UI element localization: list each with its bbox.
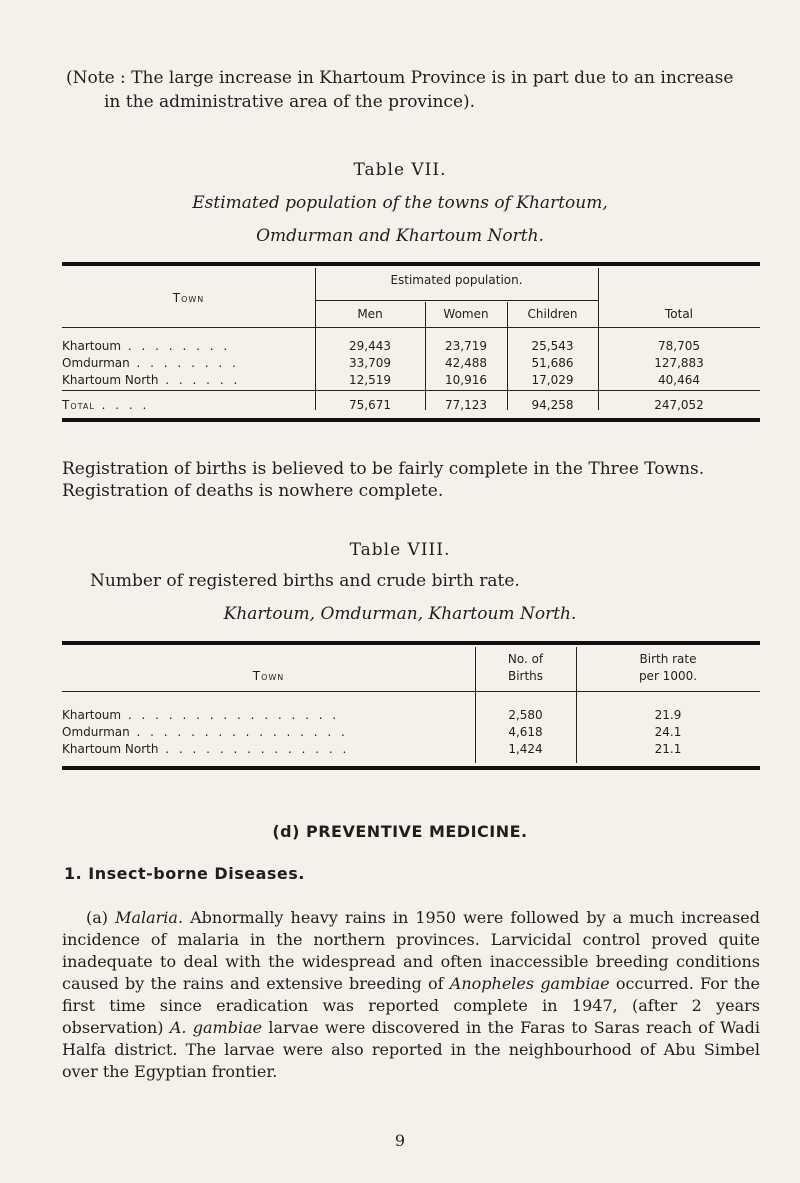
registration-line-2: Registration of deaths is nowhere complete. [62, 481, 444, 501]
species-name: A. gambiae [169, 1018, 263, 1037]
table7-subtitle-2: Omdurman and Khartoum North. [256, 226, 544, 246]
table7-cell-town: Khartoum [62, 339, 122, 353]
table7-header-town: Town [172, 291, 205, 305]
table8-cell-rate: 24.1 [654, 725, 682, 739]
table8-cell-rate: 21.1 [654, 742, 682, 756]
table-row: Omdurman . . . . . . . . . . . . . . . . [62, 725, 348, 739]
table7-header-rule [62, 327, 760, 328]
table8-cell-births: 2,580 [508, 708, 543, 722]
table-row: Khartoum North . . . . . . [62, 373, 241, 387]
table7-header-total: Total [664, 307, 694, 321]
table8-subtitle-2: Khartoum, Omdurman, Khartoum North. [223, 604, 577, 624]
species-name: Anopheles gambiae [449, 974, 610, 993]
table7-cell-men: 29,443 [349, 339, 391, 353]
table7-bottom-rule [62, 418, 760, 422]
table7-total-men: 75,671 [349, 398, 391, 412]
table8-header-rule [62, 691, 760, 692]
note-line-2: in the administrative area of the province). [104, 92, 476, 112]
table7-cell-total: 40,464 [658, 373, 700, 387]
table8-top-rule [62, 641, 760, 645]
table7-total-total: 247,052 [654, 398, 704, 412]
table7-total-label: Total [62, 398, 95, 412]
subsection-heading: 1. Insect-borne Diseases. [64, 864, 305, 883]
table7-subtitle-1: Estimated population of the towns of Khartoum, [192, 193, 608, 213]
para-text-c: larvae were discovered in the Faras to Saras reach of Wadi Halfa district. The larvae were also reported in the neighbourhood of Abu Simbel over the Egyptian frontier. [62, 1018, 761, 1081]
table8-bottom-rule [62, 766, 760, 770]
para-title: Malaria. [115, 908, 184, 927]
table8-cell-town: Khartoum [62, 708, 122, 722]
table7-group-rule [315, 300, 598, 301]
table7-cell-children: 51,686 [531, 356, 574, 370]
table7-total-rule [62, 390, 760, 391]
table7-header-women: Women [443, 307, 489, 321]
table8-subtitle-1: Number of registered births and crude birth rate. [90, 571, 520, 591]
table-row: Total . . . . [62, 398, 150, 412]
malaria-paragraph [62, 907, 760, 1083]
registration-paragraph [62, 458, 760, 502]
table8-header-rate-1: Birth rate [639, 652, 697, 666]
note-paragraph [66, 66, 756, 114]
table7-cell-men: 33,709 [349, 356, 391, 370]
table-row: Khartoum . . . . . . . . [62, 339, 231, 353]
table7-total-women: 77,123 [445, 398, 487, 412]
table8-cell-births: 4,618 [508, 725, 543, 739]
table7-cell-total: 127,883 [654, 356, 704, 370]
table7-cell-women: 23,719 [445, 339, 487, 353]
table8-cell-births: 1,424 [508, 742, 543, 756]
para-text-a: Abnormally heavy rains in 1950 were followed by a much increased incidence of malaria in the northern provinces. Larvicidal control proved quite inadequate to deal with the widespread and often inaccessible breeding conditions caused by the rains and extensive breeding of [62, 908, 760, 993]
table7-cell-children: 17,029 [531, 373, 574, 387]
table7-cell-men: 12,519 [349, 373, 391, 387]
table7-cell-town: Omdurman [62, 356, 130, 370]
para-label: (a) [86, 908, 116, 927]
registration-line-1: Registration of births is believed to be fairly complete in the Three Towns. [62, 459, 705, 479]
table7-cell-total: 78,705 [658, 339, 700, 353]
note-line-1: (Note : The large increase in Khartoum Province is in part due to an increase [66, 68, 734, 88]
table7-header-group: Estimated population. [390, 273, 523, 287]
para-text-b: occurred. For the first time since eradication was reported complete in 1947, (after 2 years observation) [62, 974, 760, 1037]
table7-caption: Table VII. [353, 160, 447, 180]
table7-header-children: Children [527, 307, 578, 321]
table8-header-births-2: Births [507, 669, 544, 683]
table8-header-town: Town [252, 669, 285, 683]
table7-cell-town: Khartoum North [62, 373, 159, 387]
table8-header-rate-2: per 1000. [638, 669, 698, 683]
table8-cell-rate: 21.9 [654, 708, 682, 722]
table7-top-rule [62, 262, 760, 266]
table8-cell-town: Khartoum North [62, 742, 159, 756]
table8-cell-town: Omdurman [62, 725, 130, 739]
table-row: Khartoum North . . . . . . . . . . . . . . [62, 742, 350, 756]
page-number: 9 [394, 1131, 406, 1150]
table7-cell-women: 42,488 [445, 356, 487, 370]
table8-header-births-1: No. of [507, 652, 544, 666]
table-row: Omdurman . . . . . . . . [62, 356, 239, 370]
table7-cell-children: 25,543 [531, 339, 574, 353]
section-heading: (d) PREVENTIVE MEDICINE. [272, 822, 528, 841]
table7-cell-women: 10,916 [445, 373, 487, 387]
table8-caption: Table VIII. [349, 540, 451, 560]
table7-header-men: Men [357, 307, 383, 321]
table-row: Khartoum . . . . . . . . . . . . . . . . [62, 708, 340, 722]
table7-total-children: 94,258 [531, 398, 574, 412]
